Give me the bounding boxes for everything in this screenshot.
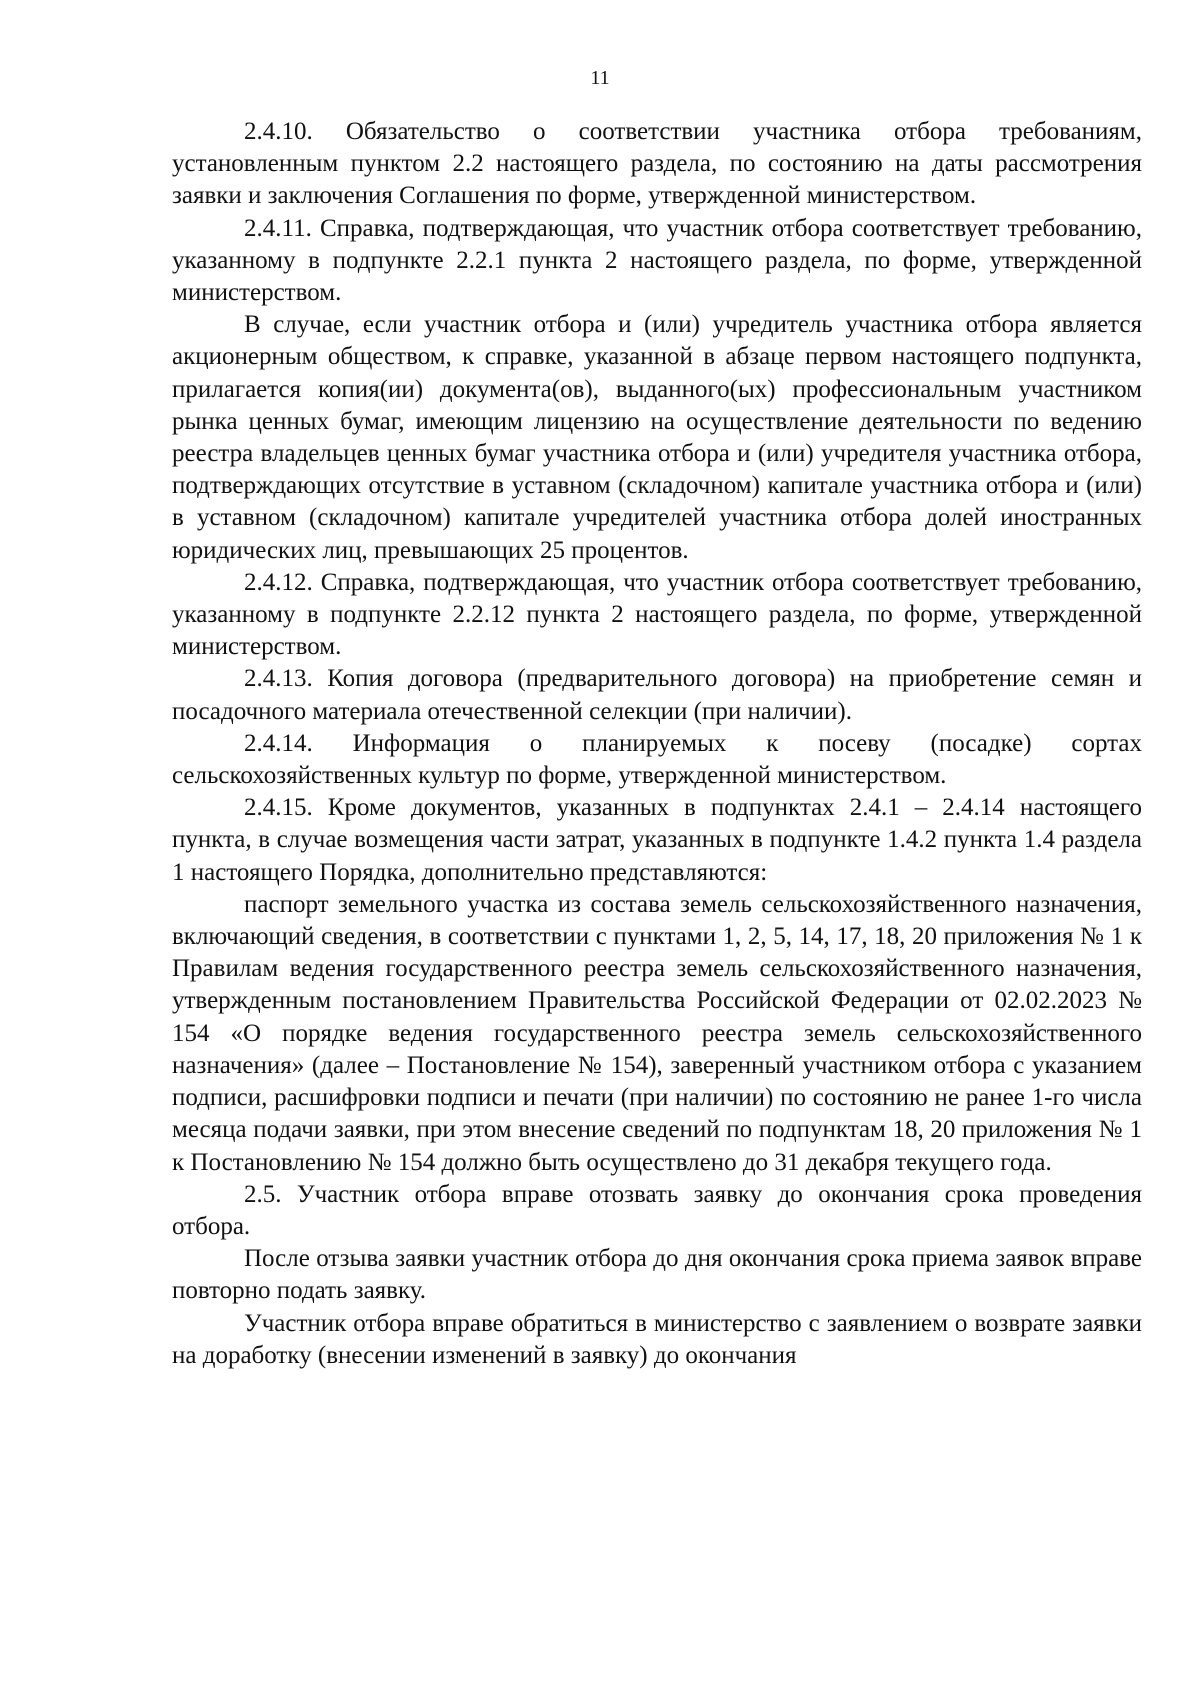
- paragraph-2-4-11: 2.4.11. Справка, подтверждающая, что участник отбора соответствует требованию, указанному в подпункте 2.2.1 пункта 2 настоящего раздела, по форме, утвержденной министерством.: [172, 214, 1142, 307]
- paragraph-2-4-14: 2.4.14. Информация о планируемых к посеву (посадке) сортах сельскохозяйственных культур по форме, утвержденной министерством.: [172, 729, 1142, 790]
- paragraph-2-4-13: 2.4.13. Копия договора (предварительного договора) на приобретение семян и посадочного материала отечественной селекции (при наличии).: [172, 665, 1142, 725]
- document-body: [172, 116, 1142, 1372]
- paragraph-land-passport: паспорт земельного участка из состава земель сельскохозяйственного назначения, включающий сведения, в соответствии с пунктами 1, 2, 5, 14, 17, 18, 20 приложения № 1 к Правилам ведения государственного реестра земель сельскохозяйственного назначения, утвержденным постановлением Правительства Российской Федерации от 02.02.2023 № 154 «О порядке ведения государственного реестра земель сельскохозяйственного назначения» (далее – Постановление № 154), заверенный участником отбора с указанием подписи, расшифровки подписи и печати (при наличии) по состоянию не ранее 1-го числа месяца подачи заявки, при этом внесение сведений по подпунктам 18, 20 приложения № 1 к Постановлению № 154 должно быть осуществлено до 31 декабря текущего года.: [172, 890, 1142, 1176]
- paragraph-2-5: 2.5. Участник отбора вправе отозвать заявку до окончания срока проведения отбора.: [172, 1180, 1142, 1240]
- paragraph-2-4-10: 2.4.10. Обязательство о соответствии участника отбора требованиям, установленным пунктом 2.2 настоящего раздела, по состоянию на даты рассмотрения заявки и заключения Соглашения по форме, утвержденной министерством.: [172, 118, 1142, 210]
- paragraph-joint-stock-case: В случае, если участник отбора и (или) учредитель участника отбора является акционерным обществом, к справке, указанной в абзаце первом настоящего подпункта, прилагается копия(ии) документа(ов), выданного(ых) профессиональным участником рынка ценных бумаг, имеющим лицензию на осуществление деятельности по ведению реестра владельцев ценных бумаг участника отбора и (или) учредителя участника отбора, подтверждающих отсутствие в уставном (складочном) капитале участника отбора и (или) в уставном (складочном) капитале учредителей участника отбора долей иностранных юридических лиц, превышающих 25 процентов.: [172, 311, 1142, 564]
- paragraph-after-withdrawal: После отзыва заявки участник отбора до дня окончания срока приема заявок вправе повторно подать заявку.: [172, 1245, 1142, 1305]
- page-number: 11: [590, 67, 610, 89]
- paragraph-2-4-15: 2.4.15. Кроме документов, указанных в подпунктах 2.4.1 – 2.4.14 настоящего пункта, в случае возмещения части затрат, указанных в подпункте 1.4.2 пункта 1.4 раздела 1 настоящего Порядка, дополнительно представляются:: [172, 794, 1142, 886]
- paragraph-2-4-12: 2.4.12. Справка, подтверждающая, что участник отбора соответствует требованию, указанному в подпункте 2.2.12 пункта 2 настоящего раздела, по форме, утвержденной министерством.: [172, 568, 1142, 661]
- paragraph-return-request: Участник отбора вправе обратиться в министерство с заявлением о возврате заявки на доработку (внесении изменений в заявку) до окончания: [172, 1309, 1142, 1369]
